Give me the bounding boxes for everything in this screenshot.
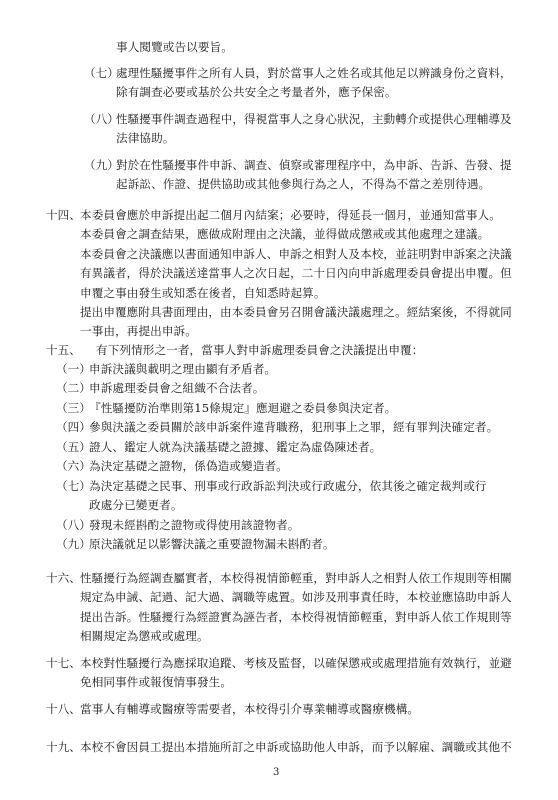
page-number: 3	[273, 767, 280, 778]
paragraph-line: 政處分已變更者。	[89, 498, 183, 513]
paragraph-number: （六）	[56, 459, 91, 473]
paragraph-number: （二）	[56, 381, 91, 395]
paragraph-line: 申覆之事由發生或知悉在後者，自知悉時起算。	[80, 285, 326, 300]
paragraph-line: 除有調查必要或基於公共安全之考量者外，應予保密。	[116, 85, 397, 100]
paragraph-line: 本委員會應於申訴提出起二個月內結案；必要時，得延長一個月，並通知當事人。	[80, 208, 501, 222]
paragraph-line: 免相同事件或報復情事發生。	[80, 675, 233, 690]
paragraph-line: 處理性騷擾事件之所有人員，對於當事人之姓名或其他足以辨識身份之資料，	[116, 66, 512, 80]
paragraph-line: 一事由，再提出申訴。	[80, 324, 197, 339]
paragraph-number: （七）	[56, 479, 91, 493]
paragraph-line: 申訴處理委員會之組織不合法者。	[89, 381, 265, 395]
paragraph-number: 十六、	[46, 571, 81, 585]
paragraph-number: （八）	[84, 112, 119, 126]
paragraph-number: 十五、	[46, 343, 81, 357]
paragraph-line: 『性騷擾防治準則第15條規定』應迴避之委員參與決定者。	[89, 401, 397, 415]
paragraph-line: 證人、鑑定人就為決議基礎之證據、鑑定為虛偽陳述者。	[89, 440, 382, 454]
paragraph-line: 法律協助。	[116, 131, 175, 146]
paragraph-number: （五）	[56, 440, 91, 454]
paragraph-line: 提出告訴。性騷擾行為經證實為誣告者，本校得視情節輕重，對申訴人依工作規則等	[80, 609, 512, 624]
paragraph-line: 有下列情形之一者，當事人對申訴處理委員會之決議提出申覆：	[96, 343, 424, 357]
paragraph-line: 對於在性騷擾事件申訴、調查、偵察或審理程序中，為申訴、告訴、告發、提	[116, 158, 512, 172]
paragraph-line: 為決定基礎之證物，係偽造或變造者。	[89, 459, 288, 473]
paragraph-number: （七）	[84, 66, 119, 80]
paragraph-line: 性騷擾事件調查過程中，得視當事人之身心狀況，主動轉介或提供心理輔導及	[116, 112, 512, 126]
paragraph-line: 性騷擾行為經調查屬實者，本校得視情節輕重，對申訴人之相對人依工作規則等相關	[80, 571, 512, 585]
paragraph-number: 十七、	[46, 656, 81, 670]
paragraph-line: 起訴訟、作證、提供協助或其他參與行為之人，不得為不當之差別待遇。	[116, 177, 491, 192]
paragraph-line: 申訴決議與載明之理由顯有矛盾者。	[89, 362, 277, 376]
paragraph-line: 參與決議之委員關於該申訴案件違背職務，犯刑事上之罪，經有罪判決確定者。	[89, 420, 499, 434]
paragraph-line: 為決定基礎之民事、刑事或行政訴訟判決或行政處分，依其後之確定裁判或行	[89, 479, 487, 493]
paragraph-line: 提出申覆應附具書面理由，由本委員會另召開會議決議處理之。經結案後，不得就同	[80, 305, 512, 319]
paragraph-number: （四）	[56, 420, 91, 434]
paragraph-number: 十四、	[46, 208, 81, 222]
paragraph-line: 當事人有輔導或醫療等需要者，本校得引介專業輔導或醫療機構。	[80, 702, 420, 716]
paragraph-number: （九）	[56, 537, 91, 551]
paragraph-line: 相關規定為懲戒或處理。	[80, 629, 209, 644]
paragraph-line: 有異議者，得於決議送達當事人之次日起，二十日內向申訴處理委員會提出申覆。但	[80, 266, 512, 281]
paragraph-line: 規定為申誡、記過、記大過、調職等處置。如涉及刑事責任時，本校並應協助申訴人	[80, 590, 512, 605]
paragraph-line: 本校對性騷擾行為應採取追蹤、考核及監督，以確保懲戒或處理措施有效執行，並避	[80, 656, 512, 670]
paragraph-number: （九）	[84, 158, 119, 172]
paragraph-line: 原決議就足以影響決議之重要證物漏未斟酌者。	[89, 537, 335, 551]
paragraph-line: 本校不會因員工提出本措施所訂之申訴或協助他人申訴，而予以解雇、調職或其他不	[80, 740, 512, 754]
paragraph-line: 發現未經斟酌之證物或得使用該證物者。	[89, 518, 300, 532]
paragraph-number: 十八、	[46, 702, 81, 716]
paragraph-line: 事人閱覽或告以要旨。	[116, 40, 233, 54]
paragraph-line: 本委員會之調查結果，應做成附理由之決議，並得做成懲戒或其他處理之建議。	[80, 227, 490, 242]
paragraph-number: 十九、	[46, 740, 81, 754]
paragraph-line: 本委員會之決議應以書面通知申訴人、申訴之相對人及本校，並註明對申訴案之決議	[80, 246, 512, 261]
paragraph-number: （八）	[56, 518, 91, 532]
paragraph-number: （三）	[56, 401, 91, 415]
paragraph-number: （一）	[56, 362, 91, 376]
